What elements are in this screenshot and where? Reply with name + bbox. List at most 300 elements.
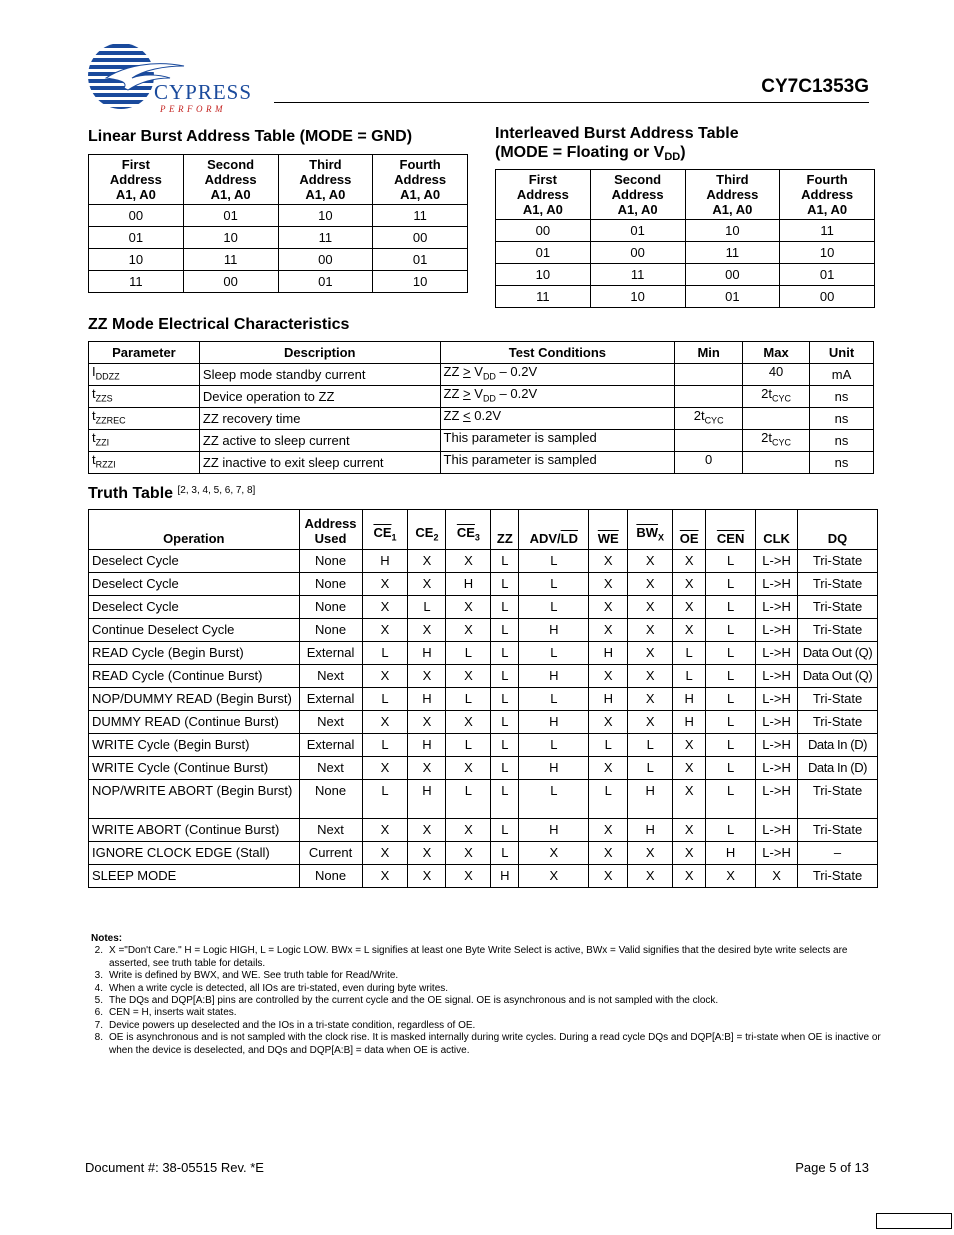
table-cell: L (491, 757, 519, 780)
cell-subscript: DD (482, 393, 496, 404)
table-cell: None (299, 596, 362, 619)
table-cell: H (362, 550, 408, 573)
table-cell: Data Out (Q) (798, 642, 878, 665)
table-cell (440, 408, 675, 430)
table-cell: H (519, 711, 589, 734)
header-line: Fourth (399, 157, 441, 172)
note-text: OE is asynchronous and is not sampled with the clock rise. It is masked internally during write cycles. During a read cycle DQs and DQP[A:B] = tri-state when OE is inactive or when the device is deselected, and DQs and DQP[A:B] = data when OE is active. (109, 1032, 881, 1056)
column-header (373, 155, 468, 205)
feedback-box[interactable] (876, 1213, 952, 1229)
table-cell: L (491, 819, 519, 842)
table-cell (743, 364, 810, 386)
table-cell (675, 364, 743, 386)
table-row (89, 271, 468, 293)
table-cell: X (673, 865, 706, 888)
table-cell: X (628, 642, 673, 665)
table-cell: H (519, 819, 589, 842)
column-header: Unit (810, 342, 874, 364)
header-line: First (121, 157, 150, 172)
table-cell: L->H (756, 780, 798, 819)
table-cell: 00 (496, 220, 591, 242)
cell-subscript: CYC (771, 393, 791, 404)
note-text: When a write cycle is detected, all IOs are tri-stated, even during byte writes. (109, 982, 449, 994)
table-cell: 01 (685, 286, 780, 308)
table-cell: 10 (89, 249, 184, 271)
table-cell (675, 386, 743, 408)
table-cell: 01 (590, 220, 685, 242)
table-cell: X (673, 619, 706, 642)
table-cell: X (673, 757, 706, 780)
note-text: X ="Don't Care." H = Logic HIGH, L = Logic LOW. BWx = L signifies at least one Byte Write Select is active, BWx = Valid signifies that the desired byte write selects are asserted, see truth table for details. (109, 945, 848, 969)
table-cell: L (519, 596, 589, 619)
table-cell: 01 (278, 271, 373, 293)
table-cell: READ Cycle (Begin Burst) (89, 642, 300, 665)
table-cell: 10 (183, 227, 278, 249)
table-cell: X (673, 842, 706, 865)
table-cell (440, 386, 675, 408)
header-line: A1, A0 (210, 187, 251, 202)
table-cell: H (408, 688, 446, 711)
table-cell: X (446, 757, 491, 780)
table-cell: L (673, 665, 706, 688)
table-cell: L (408, 596, 446, 619)
table-cell: External (299, 688, 362, 711)
table-cell: X (589, 665, 628, 688)
table-cell: L->H (756, 819, 798, 842)
table-row (89, 573, 878, 596)
header-line: Address (109, 172, 162, 187)
table-cell: X (408, 842, 446, 865)
zz-mode-title: ZZ Mode Electrical Characteristics (88, 316, 350, 333)
table-cell: Data In (D) (798, 734, 878, 757)
cell-text: t (92, 430, 96, 446)
column-header (590, 170, 685, 220)
table-cell: H (706, 842, 756, 865)
table-row (89, 364, 874, 386)
table-cell: H (408, 642, 446, 665)
cell-text: 40 (768, 364, 784, 380)
table-cell: X (756, 865, 798, 888)
header-text: $\overline{OE}$ (679, 531, 699, 546)
header-text: $\overline{BW}$ (636, 525, 659, 541)
table-cell: 00 (183, 271, 278, 293)
cell-text: > (463, 386, 471, 402)
table-cell: X (628, 596, 673, 619)
table-cell: L (706, 642, 756, 665)
table-cell: L (628, 734, 673, 757)
linear-burst-table (88, 154, 468, 293)
header-subscript: 1 (391, 533, 397, 543)
cell-text: < (463, 408, 471, 424)
table-row (89, 757, 878, 780)
table-row (89, 249, 468, 271)
table-cell: 00 (373, 227, 468, 249)
table-cell: L (491, 550, 519, 573)
cell-text: t (92, 452, 96, 468)
table-cell: L (706, 688, 756, 711)
table-row (89, 408, 874, 430)
truth-table (88, 509, 878, 888)
table-cell: L (519, 642, 589, 665)
table-cell: Sleep mode standby current (199, 364, 440, 386)
table-cell (743, 430, 810, 452)
table-cell: None (299, 550, 362, 573)
table-cell: X (628, 665, 673, 688)
header-text: DQ (827, 531, 848, 546)
table-cell: 10 (780, 242, 875, 264)
header-line: Fourth (806, 172, 848, 187)
cell-subscript: ZZI (95, 437, 110, 448)
table-cell: NOP/WRITE ABORT (Begin Burst) (89, 780, 300, 819)
table-row (89, 205, 468, 227)
table-cell: H (673, 688, 706, 711)
table-row (89, 227, 468, 249)
table-cell: ZZ active to sleep current (199, 430, 440, 452)
table-cell: READ Cycle (Continue Burst) (89, 665, 300, 688)
table-cell: None (299, 865, 362, 888)
table-row (89, 734, 878, 757)
table-row (89, 550, 878, 573)
linear-burst-title: Linear Burst Address Table (MODE = GND) (88, 128, 413, 145)
note-item (91, 983, 881, 995)
truth-table-title: Truth Table [2, 3, 4, 5, 6, 7, 8] (88, 485, 256, 502)
column-header (362, 510, 408, 550)
table-cell: Data In (D) (798, 757, 878, 780)
table-cell: X (446, 619, 491, 642)
table-cell: H (628, 819, 673, 842)
table-cell: WRITE Cycle (Continue Burst) (89, 757, 300, 780)
table-cell: X (589, 573, 628, 596)
table-cell: L->H (756, 734, 798, 757)
table-cell: ZZ recovery time (199, 408, 440, 430)
table-cell: X (446, 665, 491, 688)
header-line: A1, A0 (400, 187, 441, 202)
table-cell: X (628, 688, 673, 711)
cell-text: This parameter is sampled (443, 452, 597, 468)
table-cell: L (628, 757, 673, 780)
table-cell: – (798, 842, 878, 865)
table-row (89, 865, 878, 888)
table-cell: L (519, 780, 589, 819)
logo-tagline: PERFORM (160, 104, 226, 114)
table-cell: X (589, 757, 628, 780)
table-cell: X (408, 865, 446, 888)
table-cell: 00 (685, 264, 780, 286)
table-cell: 00 (278, 249, 373, 271)
document-number: Document #: 38-05515 Rev. *E (85, 1160, 264, 1175)
table-cell: X (589, 619, 628, 642)
table-cell: X (673, 819, 706, 842)
header-text: ZZ (496, 531, 513, 546)
table-row (89, 819, 878, 842)
table-cell: X (408, 711, 446, 734)
header-line: A1, A0 (115, 187, 156, 202)
table-cell: 11 (780, 220, 875, 242)
cell-subscript: CYC (704, 415, 724, 426)
cell-text: 2t (693, 408, 705, 424)
header-text: $\overline{CE}$ (456, 525, 475, 541)
table-cell: L (706, 711, 756, 734)
header-text: ADV/ (529, 531, 561, 546)
note-item (91, 1007, 881, 1019)
table-cell: X (362, 665, 408, 688)
note-number: 8. (94, 1032, 103, 1044)
column-header (798, 510, 878, 550)
cell-text: This parameter is sampled (443, 430, 597, 446)
table-cell: Device operation to ZZ (199, 386, 440, 408)
table-cell: X (589, 550, 628, 573)
table-cell: 11 (496, 286, 591, 308)
note-item (91, 945, 881, 970)
table-cell: L->H (756, 642, 798, 665)
table-cell: 01 (89, 227, 184, 249)
table-cell: L (362, 734, 408, 757)
note-item (91, 995, 881, 1007)
note-text: Device powers up deselected and the IOs in a tri-state condition, regardless of OE. (109, 1019, 476, 1031)
table-cell: NOP/DUMMY READ (Begin Burst) (89, 688, 300, 711)
table-cell: WRITE ABORT (Continue Burst) (89, 819, 300, 842)
table-cell: External (299, 734, 362, 757)
table-cell: L (519, 688, 589, 711)
column-header (446, 510, 491, 550)
table-cell: L (491, 642, 519, 665)
table-cell: Current (299, 842, 362, 865)
table-cell: Tri-State (798, 711, 878, 734)
header-text: CE (415, 525, 434, 541)
column-header: Max (743, 342, 810, 364)
table-cell: L (589, 734, 628, 757)
note-number: 2. (94, 945, 103, 957)
table-cell: X (362, 842, 408, 865)
header-line: A1, A0 (807, 202, 848, 217)
table-cell: None (299, 780, 362, 819)
header-line: A1, A0 (712, 202, 753, 217)
table-cell: 00 (89, 205, 184, 227)
table-cell: Continue Deselect Cycle (89, 619, 300, 642)
header-line: A1, A0 (305, 187, 346, 202)
note-text: The DQs and DQP[A:B] pins are controlled by the current cycle and the OE signal. OE is asynchronous and is not sampled with the clock. (109, 995, 719, 1007)
table-cell: X (362, 596, 408, 619)
table-row (89, 665, 878, 688)
header-line: A1, A0 (617, 202, 658, 217)
table-cell: Tri-State (798, 688, 878, 711)
table-cell: L->H (756, 665, 798, 688)
table-cell: X (446, 711, 491, 734)
note-number: 4. (94, 982, 103, 994)
table-cell: L->H (756, 757, 798, 780)
header-line: Address (801, 187, 854, 202)
table-cell: L (706, 757, 756, 780)
table-cell: Tri-State (798, 573, 878, 596)
table-cell: L (706, 819, 756, 842)
table-cell: X (408, 573, 446, 596)
cell-text: t (92, 386, 96, 402)
table-cell: X (673, 596, 706, 619)
table-cell: L->H (756, 688, 798, 711)
table-cell: 11 (183, 249, 278, 271)
zz-mode-table (88, 341, 874, 474)
column-header (89, 155, 184, 205)
cell-text: t (92, 408, 96, 424)
table-row (89, 688, 878, 711)
table-cell: H (519, 757, 589, 780)
table-cell: X (519, 842, 589, 865)
table-cell: IGNORE CLOCK EDGE (Stall) (89, 842, 300, 865)
table-cell: Next (299, 757, 362, 780)
column-header: Parameter (89, 342, 200, 364)
cell-text: 0 (705, 452, 713, 468)
table-cell: L (491, 619, 519, 642)
table-cell (440, 452, 675, 474)
table-cell: 10 (496, 264, 591, 286)
table-cell: ZZ inactive to exit sleep current (199, 452, 440, 474)
table-cell: X (408, 757, 446, 780)
cell-text: V (470, 386, 483, 402)
table-cell: L (519, 573, 589, 596)
table-row (496, 220, 875, 242)
column-header (673, 510, 706, 550)
table-cell: Deselect Cycle (89, 550, 300, 573)
table-row (89, 452, 874, 474)
table-cell: H (589, 688, 628, 711)
table-cell: External (299, 642, 362, 665)
table-cell: Tri-State (798, 780, 878, 819)
note-item (91, 1020, 881, 1032)
table-row (89, 596, 878, 619)
table-cell: X (628, 711, 673, 734)
cell-text: – 0.2V (495, 364, 538, 380)
table-cell: H (519, 619, 589, 642)
table-cell: H (673, 711, 706, 734)
page-number: Page 5 of 13 (795, 1160, 869, 1175)
table-cell (675, 430, 743, 452)
table-cell: 11 (373, 205, 468, 227)
column-header: Description (199, 342, 440, 364)
table-cell: L->H (756, 711, 798, 734)
table-cell: mA (810, 364, 874, 386)
table-cell: 10 (373, 271, 468, 293)
cell-text: 2t (761, 386, 772, 402)
table-cell: L (706, 596, 756, 619)
table-cell: 01 (496, 242, 591, 264)
table-cell: X (446, 596, 491, 619)
table-cell: X (589, 842, 628, 865)
table-cell: H (408, 780, 446, 819)
table-row (89, 842, 878, 865)
table-cell: X (628, 573, 673, 596)
table-row (89, 386, 874, 408)
table-cell: None (299, 619, 362, 642)
table-cell (440, 430, 675, 452)
cell-text: I (92, 364, 96, 380)
header-subscript: 2 (433, 533, 439, 543)
header-text: $\overline{CE}$ (373, 525, 392, 541)
table-cell: Tri-State (798, 865, 878, 888)
table-cell: ns (810, 430, 874, 452)
table-cell: X (673, 780, 706, 819)
table-cell: X (408, 619, 446, 642)
table-cell: X (673, 550, 706, 573)
table-cell (743, 386, 810, 408)
cell-subscript: DDZZ (95, 371, 120, 382)
header-line: Address (516, 187, 569, 202)
header-subscript: X (658, 533, 665, 543)
table-cell: X (362, 865, 408, 888)
table-cell: X (362, 757, 408, 780)
table-cell: L->H (756, 573, 798, 596)
table-cell: 11 (685, 242, 780, 264)
table-cell (89, 430, 200, 452)
table-cell: L (446, 734, 491, 757)
header-line: Second (614, 172, 662, 187)
table-cell: L (706, 780, 756, 819)
table-cell: X (628, 550, 673, 573)
table-cell: X (519, 865, 589, 888)
note-item (91, 1032, 881, 1057)
note-number: 3. (94, 970, 103, 982)
table-cell: X (446, 865, 491, 888)
column-header: Test Conditions (440, 342, 675, 364)
table-cell: L (491, 780, 519, 819)
table-cell: 01 (183, 205, 278, 227)
column-header: Min (675, 342, 743, 364)
logo-wordmark: CYPRESS (154, 80, 253, 104)
table-cell: H (628, 780, 673, 819)
table-cell (89, 408, 200, 430)
cell-text: ZZ (443, 364, 464, 380)
note-number: 6. (94, 1007, 103, 1019)
table-cell (89, 452, 200, 474)
table-cell: X (589, 865, 628, 888)
table-cell (743, 452, 810, 474)
header-text-overline: $\overline{LD}$ (560, 531, 579, 546)
table-cell: X (673, 573, 706, 596)
table-cell: L (362, 780, 408, 819)
table-cell: L (519, 734, 589, 757)
table-row (496, 286, 875, 308)
table-row (89, 619, 878, 642)
column-header (183, 155, 278, 205)
table-cell: X (408, 550, 446, 573)
table-row (89, 430, 874, 452)
table-cell: DUMMY READ (Continue Burst) (89, 711, 300, 734)
table-cell: X (408, 665, 446, 688)
table-cell: 01 (373, 249, 468, 271)
table-cell: Next (299, 711, 362, 734)
table-cell: 11 (278, 227, 373, 249)
note-number: 5. (94, 995, 103, 1007)
table-cell: Deselect Cycle (89, 573, 300, 596)
table-cell: X (362, 819, 408, 842)
note-text: CEN = H, inserts wait states. (109, 1007, 237, 1019)
table-cell: L (491, 842, 519, 865)
table-cell: L->H (756, 596, 798, 619)
table-cell (89, 364, 200, 386)
table-row (496, 242, 875, 264)
table-cell: X (589, 819, 628, 842)
column-header (519, 510, 589, 550)
note-number: 7. (94, 1019, 103, 1031)
cell-text: ZZ (443, 386, 464, 402)
table-cell: L (673, 642, 706, 665)
table-cell: ns (810, 386, 874, 408)
table-cell: L (491, 596, 519, 619)
table-cell: H (589, 642, 628, 665)
table-cell: L->H (756, 842, 798, 865)
interleaved-burst-table (495, 169, 875, 308)
table-cell: X (362, 711, 408, 734)
table-cell: None (299, 573, 362, 596)
